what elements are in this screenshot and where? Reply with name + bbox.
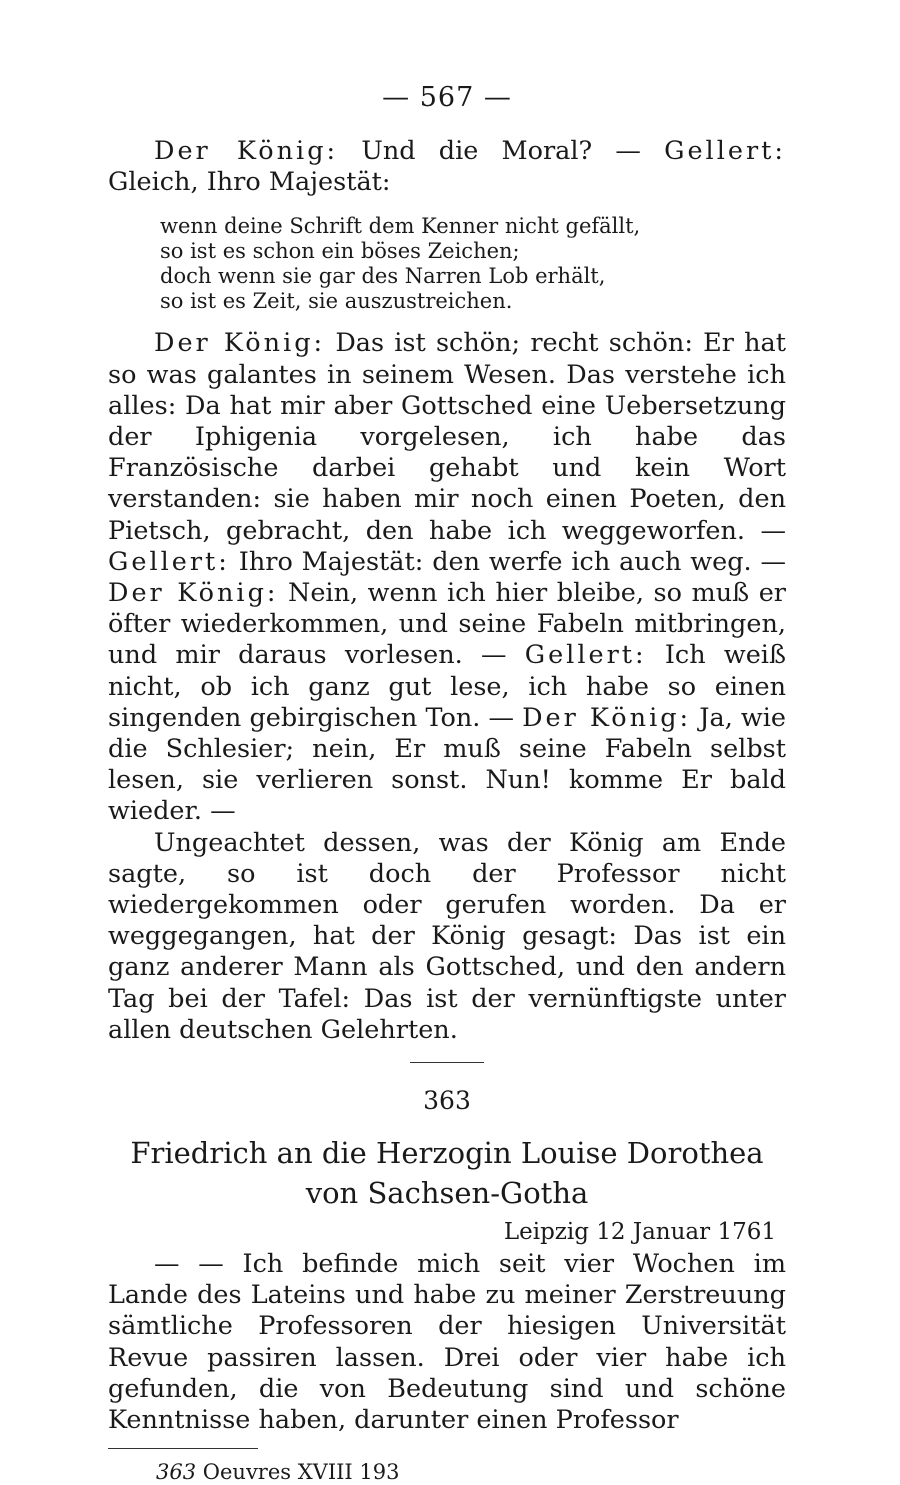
speaker-label: Der König: bbox=[108, 578, 279, 609]
speaker-label: Gellert: bbox=[108, 546, 230, 577]
footnote-number: 363 bbox=[156, 1460, 197, 1485]
letter-number: 363 bbox=[423, 1086, 471, 1116]
dialogue-text: Und die Moral? — bbox=[338, 136, 665, 166]
speaker-label: Gellert: bbox=[664, 136, 786, 166]
speaker-label: Der König: bbox=[154, 136, 339, 166]
footnote bbox=[156, 1459, 786, 1485]
verse-line: doch wenn sie gar des Narren Lob erhält, bbox=[160, 264, 606, 289]
verse-line: so ist es Zeit, sie auszustreichen. bbox=[160, 289, 513, 314]
letter-body: — — Ich befinde mich seit vier Wochen im Lande des Lateins und habe zu meiner Zerstreuung sämtliche Professoren der hiesigen Universität Revue passiren lassen. Drei oder vier habe ich gefunden, die von Bedeutung sind und schöne Kenntnisse haben, darunter einen Professor bbox=[108, 1249, 786, 1436]
dialogue-text: Nein, wenn ich hier bleibe, so muß er öfter wiederkommen, und seine Fabeln mitbringen, und mir daraus vorlesen. — bbox=[108, 578, 786, 671]
dialogue-text: Ja, wie die Schlesier; nein, Er muß seine Fabeln selbst lesen, sie verlieren sonst. Nun! komme Er bald wieder. — bbox=[108, 702, 786, 827]
dialogue-text: Das ist schön; recht schön: Er hat so was galantes in seinem Wesen. Das verstehe ich alles: Da hat mir aber Gottsched eine Uebersetzung der Iphigenia vorgelesen, ich habe das Französische darbei gehabt und kein Wort verstanden: sie haben mir noch einen Poeten, den Pietsch, gebracht, den habe ich weggeworfen. — bbox=[108, 328, 786, 546]
letter-heading-line-1: Friedrich an die Herzogin Louise Dorothea bbox=[130, 1136, 764, 1171]
dialogue-text: Ich weiß nicht, ob ich ganz gut lese, ich habe so einen singenden gebirgischen Ton. — bbox=[108, 640, 786, 733]
letter-heading-line-2: von Sachsen-Gotha bbox=[305, 1176, 589, 1211]
paragraph-narrative: Ungeachtet dessen, was der König am Ende sagte, so ist doch der Professor nicht wiedergekommen oder gerufen worden. Da er weggegangen, hat der König gesagt: Das ist ein ganz anderer Mann als Gottsched, und den andern Tag bei der Tafel: Das ist der vernünftigste unter allen deutschen Gelehrten. bbox=[108, 827, 786, 1045]
speaker-label: Der König: bbox=[522, 702, 692, 733]
dialogue-text: Gleich, Ihro Majestät: bbox=[108, 167, 391, 198]
footnote-text: Oeuvres XVIII 193 bbox=[196, 1460, 400, 1485]
letter-place-date: Leipzig 12 Januar 1761 bbox=[503, 1219, 776, 1246]
paragraph-dialogue-2 bbox=[108, 328, 786, 827]
footnote-divider bbox=[108, 1448, 258, 1449]
paragraph-dialogue-1 bbox=[108, 136, 786, 198]
dialogue-text: Ihro Majestät: den werfe ich auch weg. — bbox=[229, 546, 786, 577]
book-page bbox=[108, 78, 786, 1485]
verse-block bbox=[160, 214, 786, 314]
verse-line: so ist es schon ein böses Zeichen; bbox=[160, 239, 520, 264]
verse-line: wenn deine Schrift dem Kenner nicht gefällt, bbox=[160, 214, 641, 239]
speaker-label: Der König: bbox=[154, 328, 326, 359]
section-divider bbox=[410, 1062, 484, 1063]
speaker-label: Gellert: bbox=[524, 640, 647, 671]
page-number: — 567 — bbox=[382, 82, 512, 113]
